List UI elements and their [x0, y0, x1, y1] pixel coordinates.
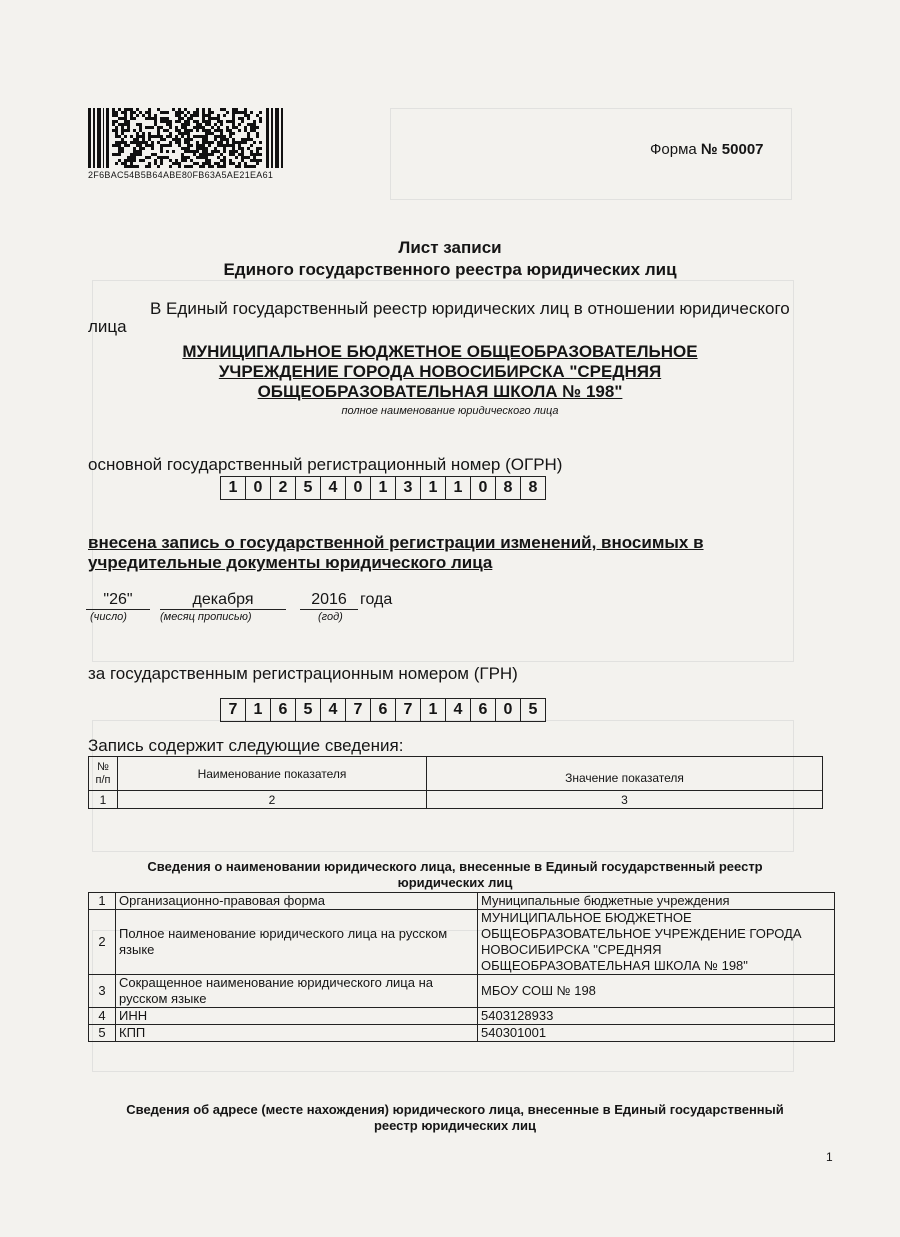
col-name-header: Наименование показателя	[118, 757, 427, 791]
org-name-line: ОБЩЕОБРАЗОВАТЕЛЬНАЯ ШКОЛА № 198"	[257, 382, 623, 401]
page-number: 1	[826, 1150, 833, 1164]
grn-digit: 6	[270, 698, 296, 722]
ogrn-digit: 0	[245, 476, 271, 500]
grn-digit: 4	[320, 698, 346, 722]
grn-digit: 5	[520, 698, 546, 722]
ogrn-digit: 4	[320, 476, 346, 500]
ogrn-digit: 0	[470, 476, 496, 500]
col-index: 1	[89, 791, 118, 809]
ogrn-label: основной государственный регистрационный номер (ОГРН)	[88, 455, 563, 474]
col-index: 3	[427, 791, 823, 809]
grn-digit: 5	[295, 698, 321, 722]
section-title-line: Сведения о наименовании юридического лица, внесенные в Единый государственный реестр	[147, 859, 763, 874]
form-number	[650, 141, 764, 158]
org-name-line: МУНИЦИПАЛЬНОЕ БЮДЖЕТНОЕ ОБЩЕОБРАЗОВАТЕЛЬНОЕ	[182, 342, 698, 361]
row-label: Организационно-правовая форма	[116, 893, 478, 910]
row-value: 540301001	[478, 1025, 835, 1042]
entry-description	[88, 533, 704, 573]
entry-line: внесена запись о государственной регистрации изменений, вносимых в	[88, 533, 704, 552]
row-label: Полное наименование юридического лица на русском языке	[116, 910, 478, 975]
col-value-header: Значение показателя	[427, 757, 823, 791]
row-value: 5403128933	[478, 1008, 835, 1025]
contents-label: Запись содержит следующие сведения:	[88, 736, 404, 755]
grn-digit: 6	[370, 698, 396, 722]
org-name-line: УЧРЕЖДЕНИЕ ГОРОДА НОВОСИБИРСКА "СРЕДНЯЯ	[218, 362, 662, 381]
grn-digit: 7	[220, 698, 246, 722]
grn-digit: 6	[470, 698, 496, 722]
ogrn-digit: 1	[370, 476, 396, 500]
grn-digit: 1	[420, 698, 446, 722]
date-year: 2016	[300, 591, 358, 610]
section-title-line: юридических лиц	[397, 875, 513, 890]
ogrn-digit: 8	[495, 476, 521, 500]
entry-line: учредительные документы юридического лица	[88, 553, 493, 572]
ogrn-digit: 3	[395, 476, 421, 500]
grn-digit: 7	[395, 698, 421, 722]
table-row	[89, 975, 835, 1008]
row-label: КПП	[116, 1025, 478, 1042]
row-label: Сокращенное наименование юридического лица на русском языке	[116, 975, 478, 1008]
date-year-suffix: года	[360, 591, 393, 608]
ogrn-digit: 1	[420, 476, 446, 500]
contents-header-table	[88, 756, 823, 809]
form-label: Форма	[650, 141, 697, 158]
row-number: 2	[89, 910, 116, 975]
ogrn-digit: 1	[220, 476, 246, 500]
intro-text: В Единый государственный реестр юридических лиц в отношении юридического	[150, 299, 790, 318]
row-number: 4	[89, 1008, 116, 1025]
name-data-table	[88, 892, 835, 1042]
row-label: ИНН	[116, 1008, 478, 1025]
ogrn-digit: 0	[345, 476, 371, 500]
date-day: "26"	[86, 591, 150, 610]
barcode	[88, 108, 284, 168]
table-row	[89, 1008, 835, 1025]
ogrn-digits	[220, 476, 545, 500]
date-year-caption: (год)	[318, 611, 343, 623]
ogrn-digit: 8	[520, 476, 546, 500]
row-value: МУНИЦИПАЛЬНОЕ БЮДЖЕТНОЕ ОБЩЕОБРАЗОВАТЕЛЬНОЕ УЧРЕЖДЕНИЕ ГОРОДА НОВОСИБИРСКА "СРЕДНЯЯ ОБЩЕОБРАЗОВАТЕЛЬНАЯ ШКОЛА № 198"	[478, 910, 835, 975]
table-row	[89, 893, 835, 910]
date-month-caption: (месяц прописью)	[160, 611, 252, 623]
table-row	[89, 1025, 835, 1042]
ogrn-digit: 2	[270, 476, 296, 500]
ogrn-digit: 1	[445, 476, 471, 500]
org-name-caption: полное наименование юридического лица	[341, 405, 559, 417]
document-title: Лист записи	[398, 238, 502, 257]
row-value: МБОУ СОШ № 198	[478, 975, 835, 1008]
form-number-value: № 50007	[700, 141, 764, 158]
organization-name	[130, 342, 750, 402]
grn-digit: 4	[445, 698, 471, 722]
row-number: 1	[89, 893, 116, 910]
section-title-address	[100, 1102, 810, 1134]
date-day-caption: (число)	[90, 611, 127, 623]
intro-text-cont: лица	[88, 317, 127, 336]
col-num-header: № п/п	[89, 757, 118, 791]
row-number: 5	[89, 1025, 116, 1042]
grn-digits	[220, 698, 545, 722]
section-title-line: реестр юридических лиц	[373, 1118, 537, 1133]
row-value: Муниципальные бюджетные учреждения	[478, 893, 835, 910]
section-title-line: Сведения об адресе (месте нахождения) юридического лица, внесенные в Единый государственный	[126, 1102, 784, 1117]
grn-digit: 0	[495, 698, 521, 722]
document-subtitle: Единого государственного реестра юридических лиц	[223, 260, 677, 279]
table-row	[89, 910, 835, 975]
section-title-name	[100, 859, 810, 891]
grn-digit: 1	[245, 698, 271, 722]
row-number: 3	[89, 975, 116, 1008]
date-month: декабря	[160, 591, 286, 610]
grn-label: за государственным регистрационным номером (ГРН)	[88, 664, 518, 683]
ogrn-digit: 5	[295, 476, 321, 500]
grn-digit: 7	[345, 698, 371, 722]
barcode-text: 2F6BAC54B5B64ABE80FB63A5AE21EA61	[88, 170, 274, 180]
col-index: 2	[118, 791, 427, 809]
